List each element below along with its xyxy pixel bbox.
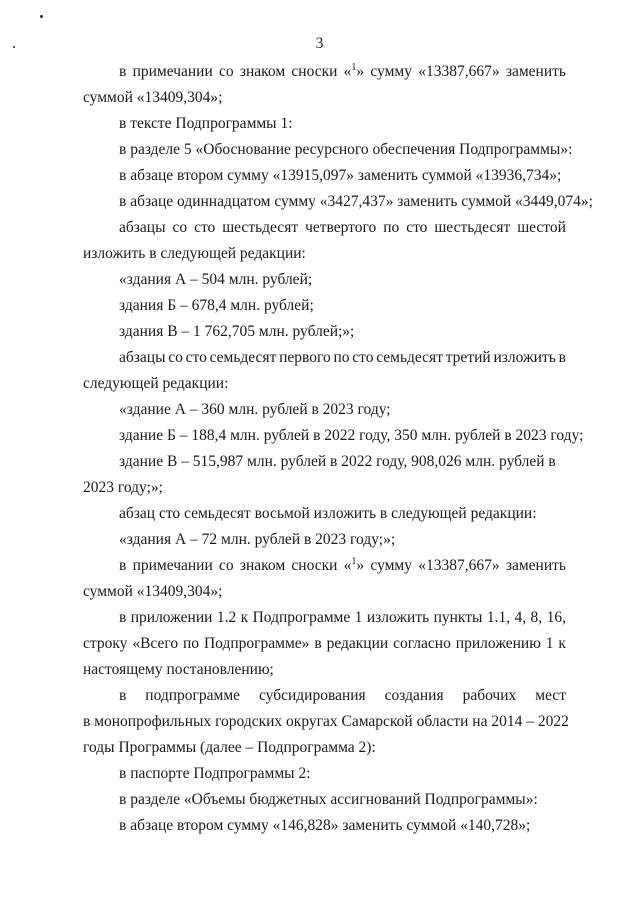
paragraph-line: здание Б – 188,4 млн. рублей в 2022 году, 350 млн. рублей в 2023 году; <box>119 427 584 444</box>
paragraph-line: 2023 году;»; <box>83 479 163 496</box>
scan-speck <box>40 15 43 18</box>
page-number: 3 <box>315 35 324 52</box>
paragraph-line: в примечании со знаком сноски «$^1$» сумму «13387,667» заменить <box>119 556 566 574</box>
paragraph-line: в абзаце одиннадцатом сумму «3427,437» заменить суммой «3449,074»; <box>119 193 593 210</box>
paragraph-line: в разделе «Объемы бюджетных ассигнований Подпрограммы»: <box>119 791 538 808</box>
paragraph-line: в примечании со знаком сноски «$^1$» сумму «13387,667» заменить <box>119 62 566 80</box>
footnote-mark: «$^1$» <box>343 62 365 80</box>
paragraph-line: абзацы со сто семьдесят первого по сто семьдесят третий изложить в <box>119 349 566 366</box>
paragraph-line: в приложении 1.2 к Подпрограмме 1 изложить пункты 1.1, 4, 8, 16, <box>119 609 566 626</box>
paragraph-line: изложить в следующей редакции: <box>83 245 306 262</box>
paragraph-line: «здание А – 360 млн. рублей в 2023 году; <box>119 401 391 418</box>
paragraph-line: в разделе 5 «Обоснование ресурсного обеспечения Подпрограммы»: <box>119 141 573 158</box>
paragraph-line: абзац сто семьдесят восьмой изложить в следующей редакции: <box>119 505 537 522</box>
paragraph-line: годы Программы (далее – Подпрограмма 2): <box>83 739 376 756</box>
paragraph-line: абзацы со сто шестьдесят четвертого по сто шестьдесят шестой <box>119 219 566 236</box>
paragraph-line: суммой «13409,304»; <box>83 89 223 106</box>
paragraph-line: в монопрофильных городских округах Самарской области на 2014 – 2022 <box>83 713 569 730</box>
paragraph-line: суммой «13409,304»; <box>83 583 223 600</box>
paragraph-line: настоящему постановлению; <box>83 661 274 678</box>
paragraph-line: здание В – 515,987 млн. рублей в 2022 году, 908,026 млн. рублей в <box>119 453 556 470</box>
footnote-mark: «$^1$» <box>343 556 365 574</box>
paragraph-line: в подпрограмме субсидирования создания рабочих мест <box>119 687 566 704</box>
paragraph-line: в тексте Подпрограммы 1: <box>119 115 293 132</box>
paragraph-line: в паспорте Подпрограммы 2: <box>119 765 311 782</box>
paragraph-line: здания В – 1 762,705 млн. рублей;»; <box>119 323 355 340</box>
paragraph-line: следующей редакции: <box>83 375 229 392</box>
paragraph-line: в абзаце втором сумму «13915,097» заменить суммой «13936,734»; <box>119 167 562 184</box>
paragraph-line: «здания А – 72 млн. рублей в 2023 году;»; <box>119 531 396 548</box>
paragraph-line: «здания А – 504 млн. рублей; <box>119 271 313 288</box>
paragraph-line: в абзаце втором сумму «146,828» заменить суммой «140,728»; <box>119 817 531 834</box>
paragraph-line: здания Б – 678,4 млн. рублей; <box>119 297 314 314</box>
paragraph-line: строку «Всего по Подпрограмме» в редакции согласно приложению 1 к <box>83 635 566 652</box>
